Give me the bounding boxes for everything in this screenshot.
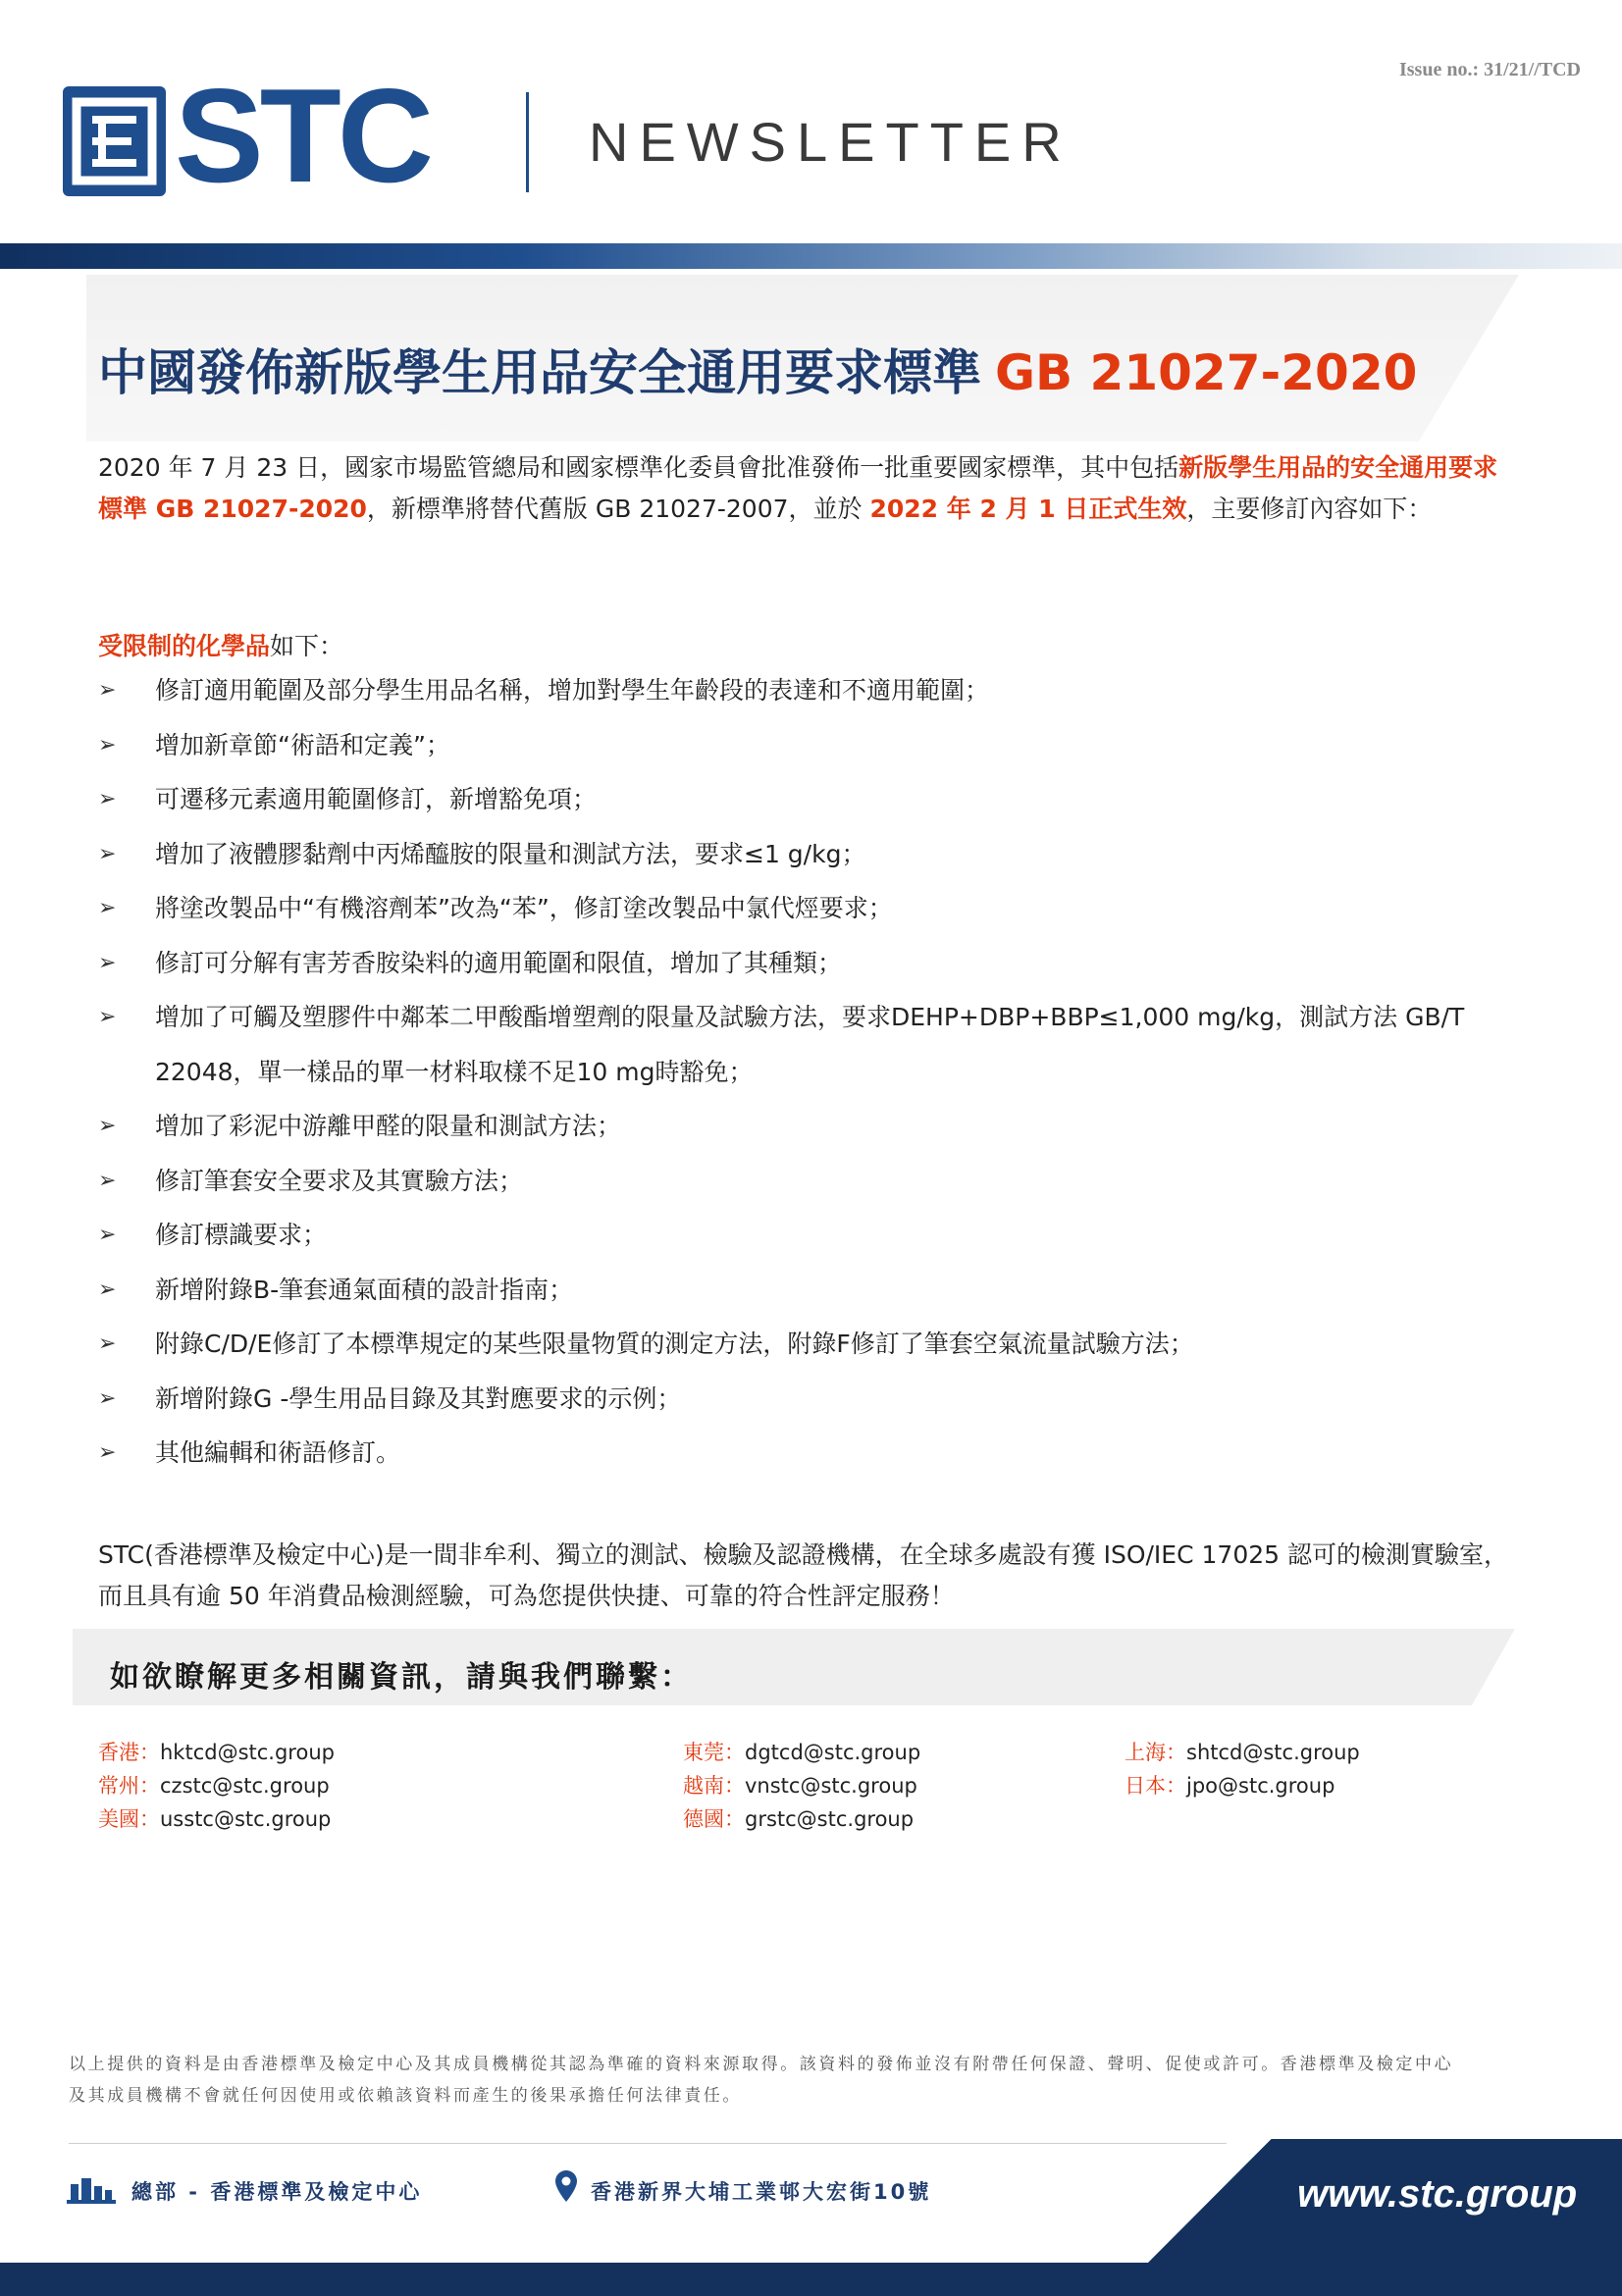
newsletter-label: NEWSLETTER [589, 111, 1073, 173]
list-item-text: 增加了可觸及塑膠件中鄰苯二甲酸酯增塑劑的限量及試驗方法，要求DEHP+DBP+BBP≤1,000 mg/kg，測試方法 GB/T 22048，單一樣品的單一材料取樣不足10 mg時豁免； [155, 1003, 1465, 1086]
intro-text-1: 2020 年 7 月 23 日，國家市場監管總局和國家標準化委員會批准發佈一批重要國家標準，其中包括 [98, 453, 1179, 482]
contact-city: 東莞： [683, 1741, 745, 1764]
contact-email-link[interactable]: vnstc@stc.group [745, 1774, 917, 1798]
arrow-bullet-icon: ➢ [98, 1223, 117, 1247]
title-main: 中國發佈新版學生用品安全通用要求標準 [98, 344, 981, 401]
list-item-text: 可遷移元素適用範圍修訂，新增豁免項； [155, 785, 598, 813]
arrow-bullet-icon: ➢ [98, 678, 117, 703]
list-item [98, 1208, 1521, 1263]
revision-list [98, 663, 1521, 1481]
title-code: GB 21027-2020 [995, 344, 1418, 401]
list-item-text: 修訂可分解有害芳香胺染料的適用範圍和限值，增加了其種類； [155, 948, 843, 977]
about-paragraph: STC(香港標準及檢定中心)是一間非牟利、獨立的測試、檢驗及認證機構，在全球多處設有獲 ISO/IEC 17025 認可的檢測實驗室，而且具有逾 50 年消費品檢測經驗，可為您提供快捷、可靠的符合性評定服務！ [98, 1540, 1508, 1610]
intro-highlight-date: 2022 年 2 月 1 日正式生效 [869, 495, 1187, 523]
contact-email-link[interactable]: grstc@stc.group [745, 1807, 915, 1831]
list-item [98, 1099, 1521, 1154]
section-label [98, 626, 1511, 667]
arrow-bullet-icon: ➢ [98, 1440, 117, 1465]
footer-headquarters: 總部 - 香港標準及檢定中心 [131, 2180, 423, 2204]
contact-vietnam [683, 1770, 917, 1800]
list-item-text: 增加新章節“術語和定義”； [155, 730, 450, 759]
list-item-text: 增加了液體膠黏劑中丙烯醯胺的限量和測試方法，要求≤1 g/kg； [155, 839, 866, 868]
list-item [98, 990, 1521, 1099]
arrow-bullet-icon: ➢ [98, 1331, 117, 1356]
list-item [98, 718, 1521, 773]
list-item-text: 修訂適用範圍及部分學生用品名稱，增加對學生年齡段的表達和不適用範圍； [155, 676, 990, 704]
contact-hong-kong [98, 1737, 335, 1766]
contact-city: 香港： [98, 1741, 160, 1764]
contact-city: 越南： [683, 1774, 745, 1798]
website-link[interactable]: www.stc.group [1297, 2172, 1578, 2216]
list-item [98, 663, 1521, 718]
arrow-bullet-icon: ➢ [98, 950, 117, 975]
contact-dongguan [683, 1737, 920, 1766]
intro-highlight-standard: 新版學生用品的安全通用要求標準 GB 21027-2020 [98, 453, 1498, 523]
list-item [98, 827, 1521, 882]
section-label-red: 受限制的化學品 [98, 632, 271, 660]
issue-number: Issue no.: 31/21//TCD [1398, 59, 1581, 80]
list-item-text: 修訂筆套安全要求及其實驗方法； [155, 1166, 524, 1195]
contact-city: 日本： [1125, 1774, 1186, 1798]
list-item-text: 新增附錄B-筆套通氣面積的設計指南； [155, 1275, 574, 1304]
arrow-bullet-icon: ➢ [98, 896, 117, 920]
arrow-bullet-icon: ➢ [98, 1005, 117, 1029]
contact-email-link[interactable]: hktcd@stc.group [160, 1741, 335, 1764]
list-item-text: 增加了彩泥中游離甲醛的限量和測試方法； [155, 1112, 622, 1140]
list-item-text: 新增附錄G -學生用品目錄及其對應要求的示例； [155, 1383, 682, 1413]
contact-email-link[interactable]: shtcd@stc.group [1186, 1741, 1360, 1764]
list-item [98, 1372, 1521, 1427]
location-pin-icon [555, 2170, 577, 2206]
contact-email-link[interactable]: dgtcd@stc.group [745, 1741, 921, 1764]
contact-email-link[interactable]: jpo@stc.group [1186, 1774, 1335, 1798]
logo-wordmark: STC [175, 61, 430, 210]
intro-text-3: ，主要修訂內容如下： [1186, 495, 1433, 523]
contact-city: 上海： [1125, 1741, 1186, 1764]
arrow-bullet-icon: ➢ [98, 1277, 117, 1302]
intro-text-2: ，新標準將替代舊版 GB 21027-2007，並於 [366, 495, 870, 523]
contact-city: 德國： [683, 1807, 745, 1831]
arrow-bullet-icon: ➢ [98, 841, 117, 866]
header-divider [526, 92, 529, 192]
contact-germany [683, 1803, 914, 1833]
contact-email-link[interactable]: usstc@stc.group [160, 1807, 332, 1831]
arrow-bullet-icon: ➢ [98, 732, 117, 757]
header-band [0, 243, 1622, 269]
list-item-text: 附錄C/D/E修訂了本標準規定的某些限量物質的測定方法，附錄F修訂了筆套空氣流量試驗方法； [155, 1330, 1194, 1358]
footer-bottom-band [0, 2263, 1622, 2296]
list-item [98, 936, 1521, 991]
list-item-text: 將塗改製品中“有機溶劑苯”改為“苯”，修訂塗改製品中氯代烴要求； [155, 894, 893, 922]
list-item [98, 1317, 1521, 1372]
contact-changzhou [98, 1770, 330, 1800]
contact-title: 如欲瞭解更多相關資訊，請與我們聯繫： [110, 1660, 693, 1695]
contact-city: 美國： [98, 1807, 160, 1831]
arrow-bullet-icon: ➢ [98, 787, 117, 811]
contact-email-link[interactable]: czstc@stc.group [160, 1774, 330, 1798]
footer-address: 香港新界大埔工業邨大宏街10號 [591, 2180, 932, 2204]
list-item-text: 修訂標識要求； [155, 1221, 328, 1249]
list-item [98, 1426, 1521, 1481]
contact-japan [1125, 1770, 1334, 1800]
list-item [98, 1263, 1521, 1318]
list-item [98, 772, 1521, 827]
building-icon [67, 2174, 116, 2208]
contact-city: 常州： [98, 1774, 160, 1798]
arrow-bullet-icon: ➢ [98, 1114, 117, 1138]
article-title [98, 334, 1417, 404]
footer-divider [69, 2143, 1227, 2144]
list-item [98, 881, 1521, 936]
disclaimer: 以上提供的資料是由香港標準及檢定中心及其成員機構從其認為準確的資料來源取得。該資料的發佈並沒有附帶任何保證、聲明、促使或許可。香港標準及檢定中心及其成員機構不會就任何因使用或依賴該資料而產生的後果承擔任何法律責任。 [69, 2055, 1454, 2106]
contact-usa [98, 1803, 331, 1833]
intro-paragraph [98, 447, 1511, 530]
list-item [98, 1154, 1521, 1209]
arrow-bullet-icon: ➢ [98, 1385, 117, 1411]
contact-shanghai [1125, 1737, 1360, 1766]
stc-logo-mark [63, 86, 166, 196]
section-label-rest: 如下： [270, 632, 344, 660]
list-item-text: 其他編輯和術語修訂。 [155, 1438, 401, 1467]
arrow-bullet-icon: ➢ [98, 1168, 117, 1193]
